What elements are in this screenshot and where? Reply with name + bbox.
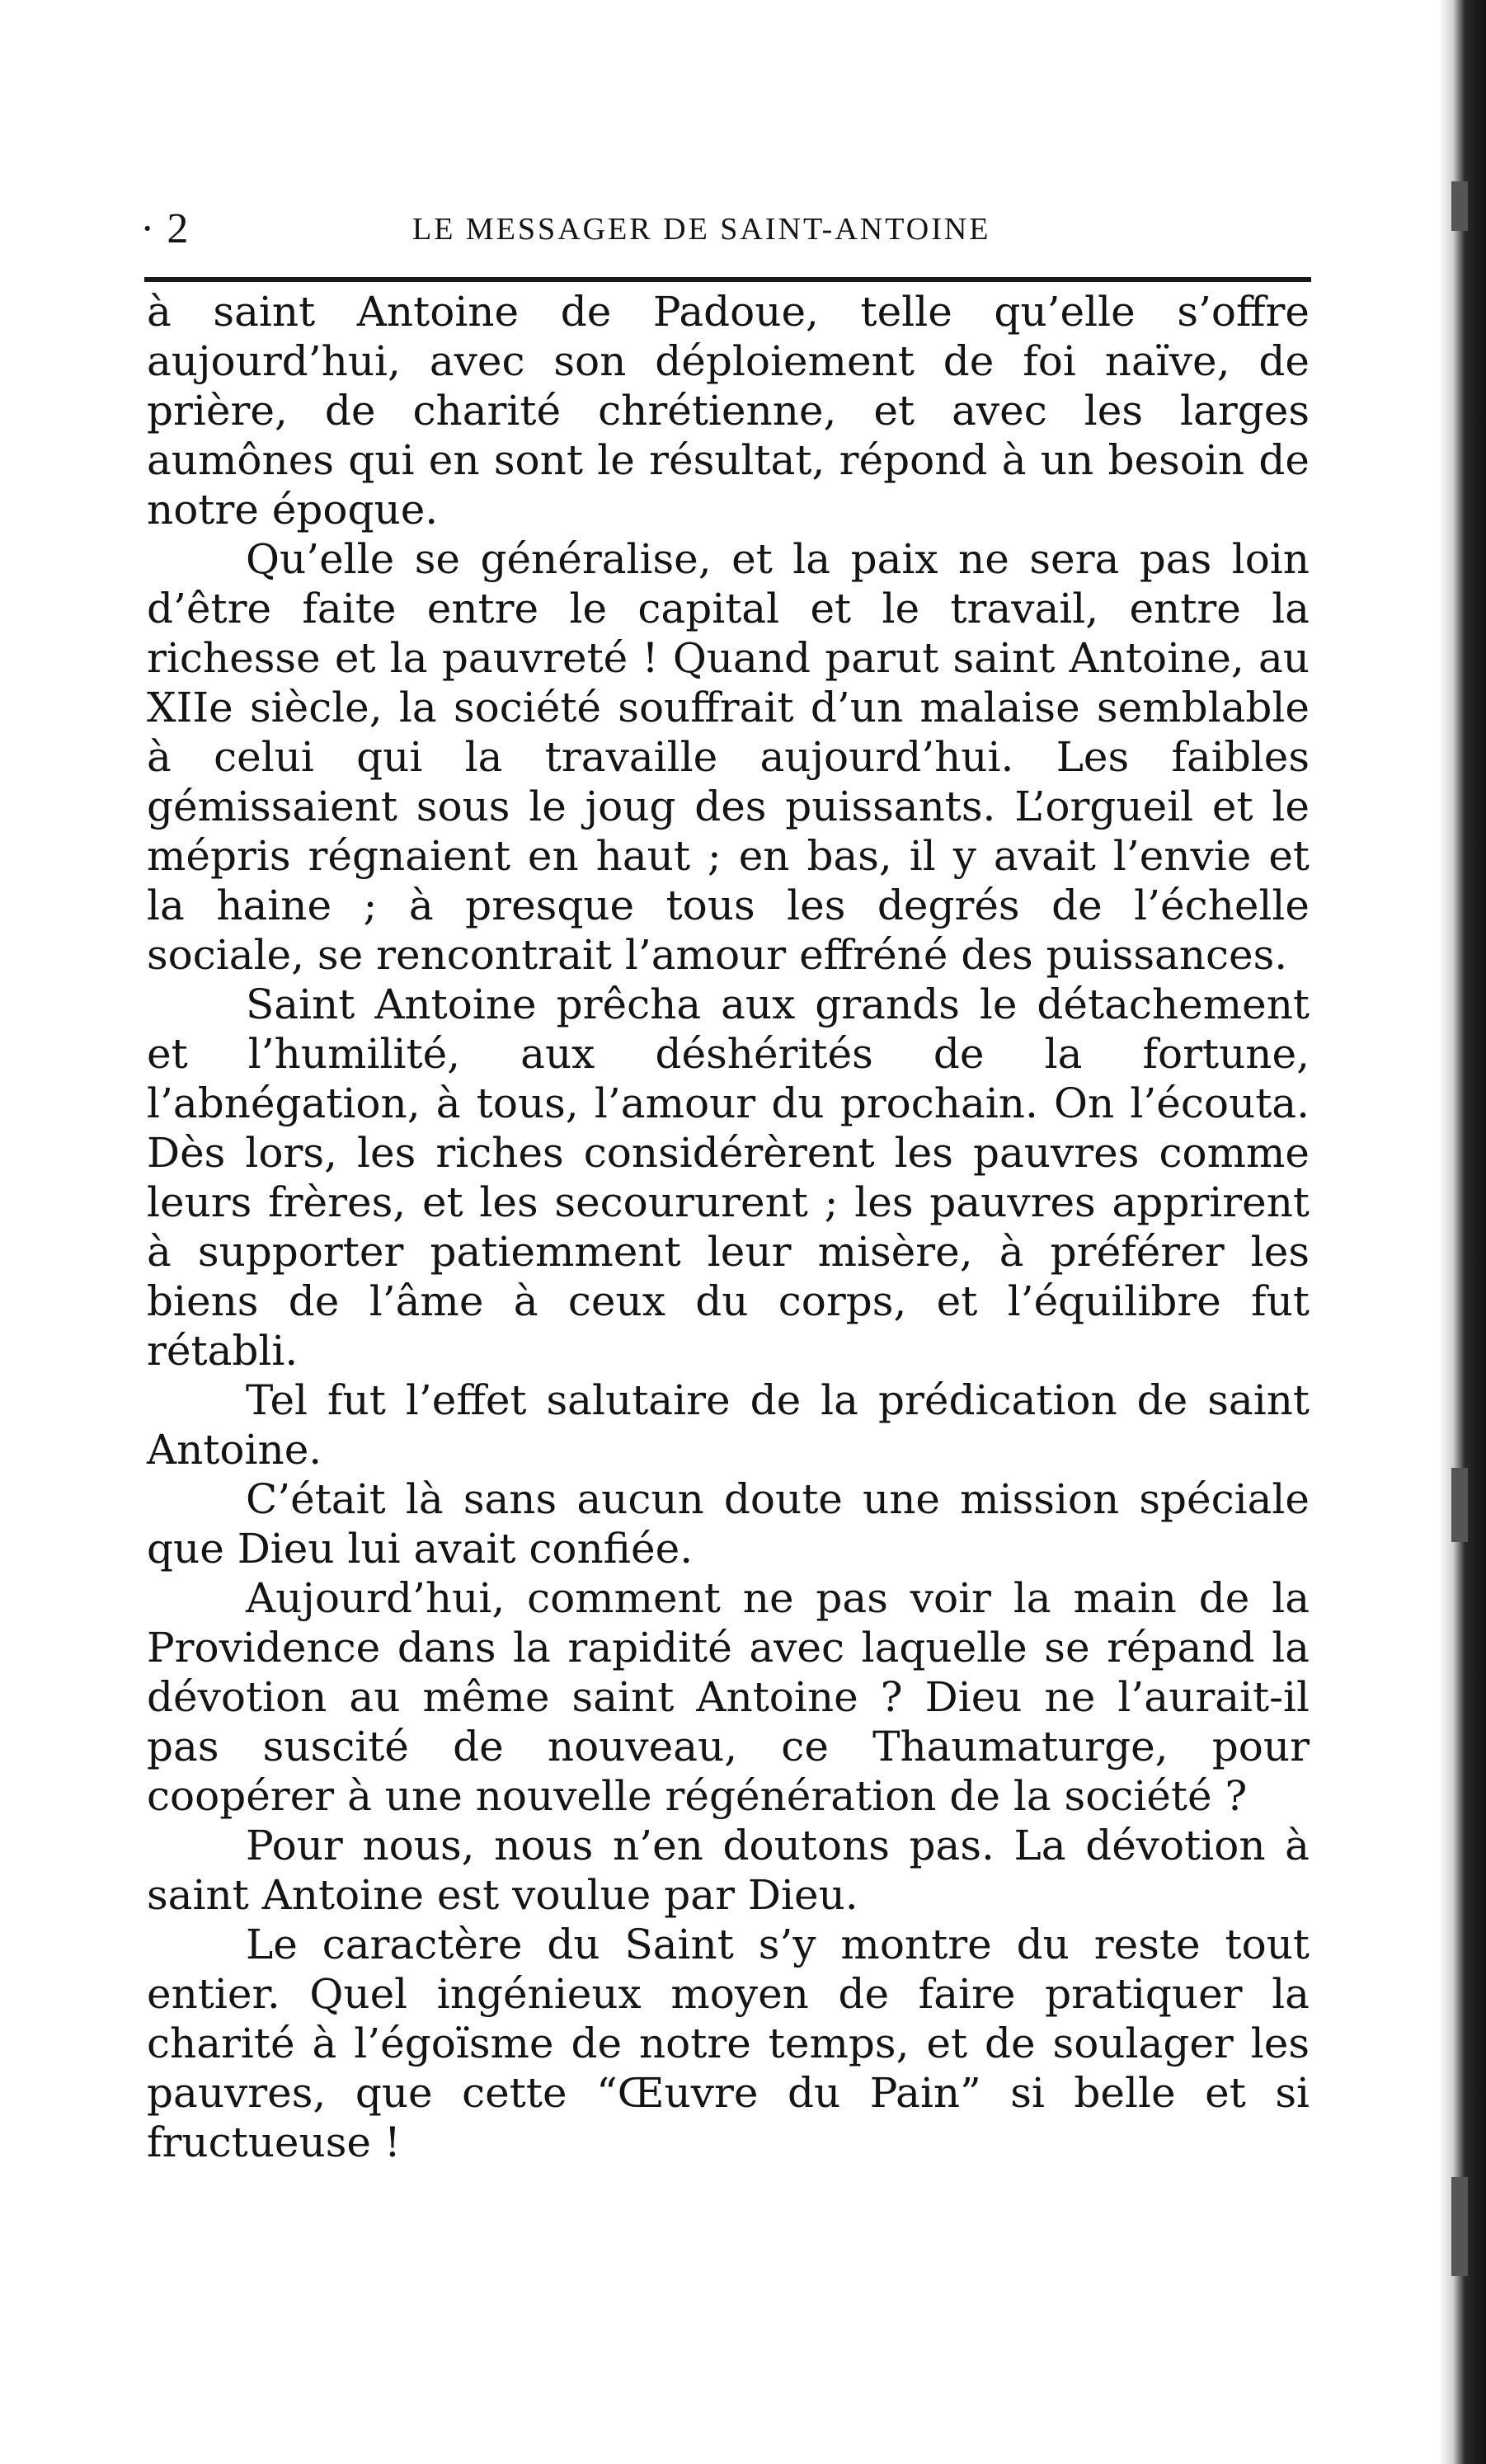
page-header <box>140 205 1311 262</box>
paragraph-2: Qu’elle se généralise, et la paix ne sera pas loin d’être faite entre le capital et le travail, entre la richesse et la pauvreté ! Quand parut saint Antoine, au XIIe siècle, la société souffrait d’un malaise semblable à celui qui la travaille aujourd’hui. Les faibles gémissaient sous le joug des puissants. L’orgueil et le mépris régnaient en haut ; en bas, il y avait l’envie et la haine ; à presque tous les degrés de l’échelle sociale, se rencontrait l’amour effréné des puissances. <box>147 535 1310 979</box>
body-text <box>147 287 1310 2167</box>
paragraph-8: Le caractère du Saint s’y montre du reste tout entier. Quel ingénieux moyen de faire pratiquer la charité à l’égoïsme de notre temps, et de soulager les pauvres, que cette “Œuvre du Pain” si belle et si fructueuse ! <box>147 1921 1310 2166</box>
paragraph-1: à saint Antoine de Padoue, telle qu’elle s’offre aujourd’hui, avec son déploiement de foi naïve, de prière, de charité chrétienne, et avec les larges aumônes qui en sont le résultat, répond à un besoin de notre époque. <box>147 288 1310 534</box>
running-title: LE MESSAGER DE SAINT-ANTOINE <box>412 212 991 247</box>
paragraph-3: Saint Antoine prêcha aux grands le détachement et l’humilité, aux déshérités de la fortune, l’abnégation, à tous, l’amour du prochain. On l’écouta. Dès lors, les riches considérèrent les pauvres comme leurs frères, et les secoururent ; les pauvres apprirent à supporter patiemment leur misère, à préférer les biens de l’âme à ceux du corps, et l’équilibre fut rétabli. <box>147 980 1310 1375</box>
binding-edge <box>1439 0 1486 2464</box>
paragraph-7: Pour nous, nous n’en doutons pas. La dévotion à saint Antoine est voulue par Dieu. <box>147 1822 1310 1919</box>
paragraph-4: Tel fut l’effet salutaire de la prédication de saint Antoine. <box>147 1376 1310 1474</box>
page-number: · 2 <box>140 205 190 252</box>
header-rule <box>144 277 1311 282</box>
binding-speck <box>1451 2177 1468 2276</box>
binding-speck <box>1451 181 1468 231</box>
binding-speck <box>1451 1468 1468 1542</box>
paragraph-5: C’était là sans aucun doute une mission spéciale que Dieu lui avait confiée. <box>147 1475 1310 1573</box>
paragraph-6: Aujourd’hui, comment ne pas voir la main de la Providence dans la rapidité avec laquelle se répand la dévotion au même saint Antoine ? Dieu ne l’aurait-il pas suscité de nouveau, ce Thaumaturge, pour coopérer à une nouvelle régénération de la société ? <box>147 1574 1310 1820</box>
